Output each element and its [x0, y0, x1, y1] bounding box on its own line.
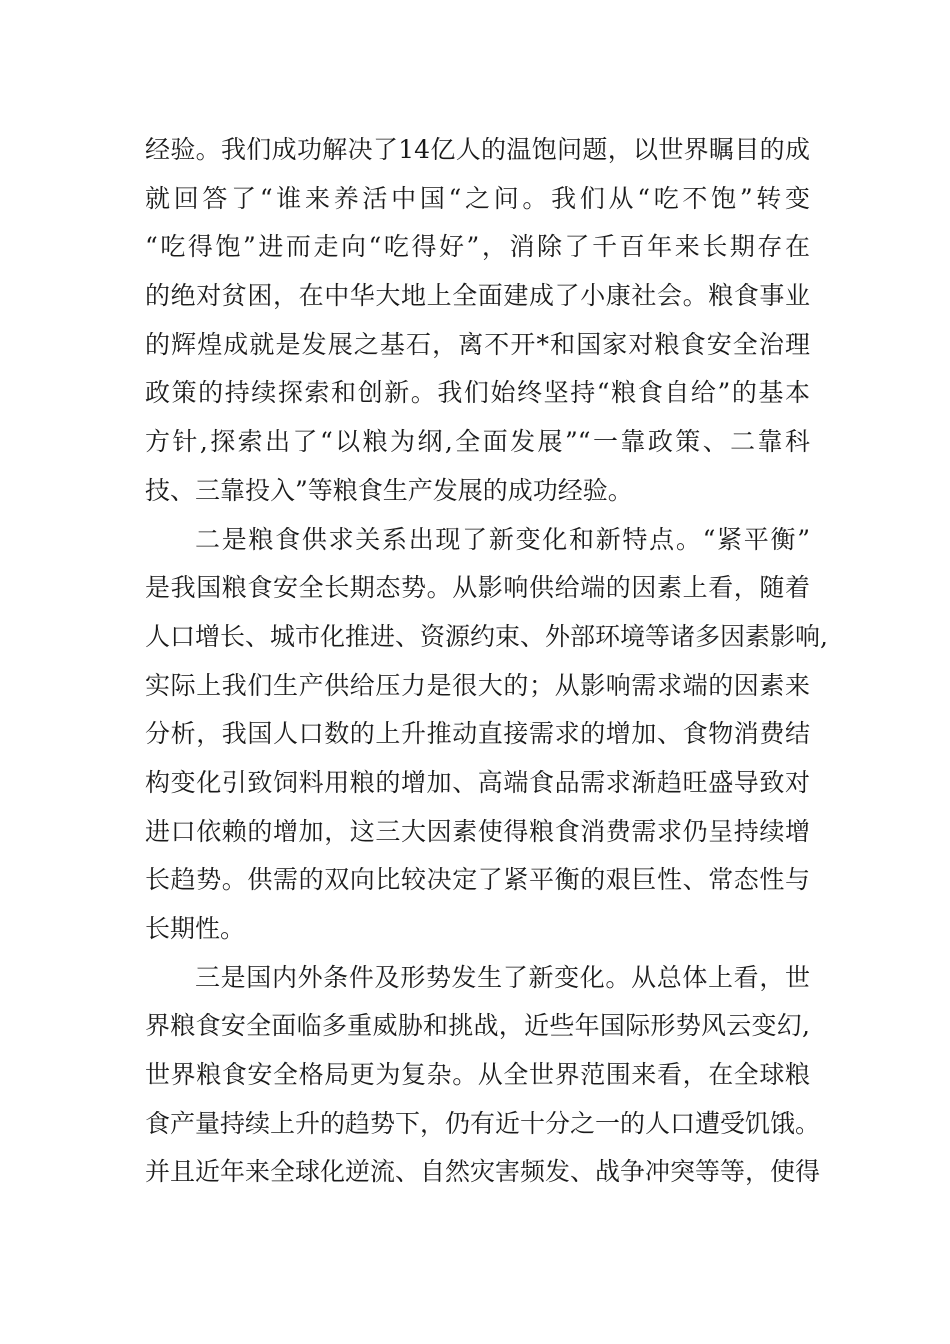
- text-line: 长期性。: [145, 914, 246, 943]
- text-line: 世界粮食安全格局更为复杂。从全世界范围来看，在全球粮: [145, 1060, 810, 1090]
- text-line: 实际上我们生产供给压力是很大的；从影响需求端的因素来: [145, 670, 810, 700]
- text-line: 就回答了“谁来养活中国“之问。我们从“吃不饱”转变: [145, 183, 810, 213]
- text-line: 构变化引致饲料用粮的增加、高端食品需求渐趋旺盛导致对: [145, 767, 810, 797]
- text-line: 人口增长、城市化推进、资源约束、外部环境等诸多因素影响,: [145, 621, 828, 651]
- text-line: 技、三靠投入”等粮食生产发展的成功经验。: [145, 475, 633, 505]
- text-line: 政策的持续探索和创新。我们始终坚持“粮食自给”的基本: [145, 378, 810, 408]
- text-line: 食产量持续上升的趋势下，仍有近十分之一的人口遭受饥饿。: [145, 1108, 821, 1138]
- paragraph-3: [145, 954, 821, 1197]
- paragraph-2: [145, 516, 828, 954]
- text-line: 的绝对贫困，在中华大地上全面建成了小康社会。粮食事业: [145, 281, 810, 311]
- text-line: 是我国粮食安全长期态势。从影响供给端的因素上看，随着: [145, 573, 810, 603]
- text-line: 进口依赖的增加，这三大因素使得粮食消费需求仍呈持续增: [145, 816, 810, 846]
- text-line: 分析，我国人口数的上升推动直接需求的增加、食物消费结: [145, 719, 810, 749]
- text-line: 长趋势。供需的双向比较决定了紧平衡的艰巨性、常态性与: [145, 865, 810, 895]
- text-line: 的辉煌成就是发展之基石，离不开*和国家对粮食安全治理: [145, 329, 810, 359]
- text-line: 并且近年来全球化逆流、自然灾害频发、战争冲突等等，使得: [145, 1157, 821, 1187]
- text-line: “吃得饱”进而走向“吃得好”，消除了千百年来长期存在: [145, 232, 810, 262]
- text-line: 三是国内外条件及形势发生了新变化。从总体上看，世: [195, 962, 810, 992]
- text-line: 经验。我们成功解决了14亿人的温饱问题，以世界瞩目的成: [145, 135, 810, 164]
- text-line: 方针,探索出了“以粮为纲,全面发展”“一靠政策、二靠科: [145, 427, 810, 457]
- paragraph-1: [145, 126, 810, 516]
- body-text: [145, 126, 828, 1197]
- text-line: 二是粮食供求关系出现了新变化和新特点。“紧平衡”: [195, 524, 810, 554]
- text-line: 界粮食安全面临多重威胁和挑战，近些年国际形势风云变幻,: [145, 1011, 810, 1041]
